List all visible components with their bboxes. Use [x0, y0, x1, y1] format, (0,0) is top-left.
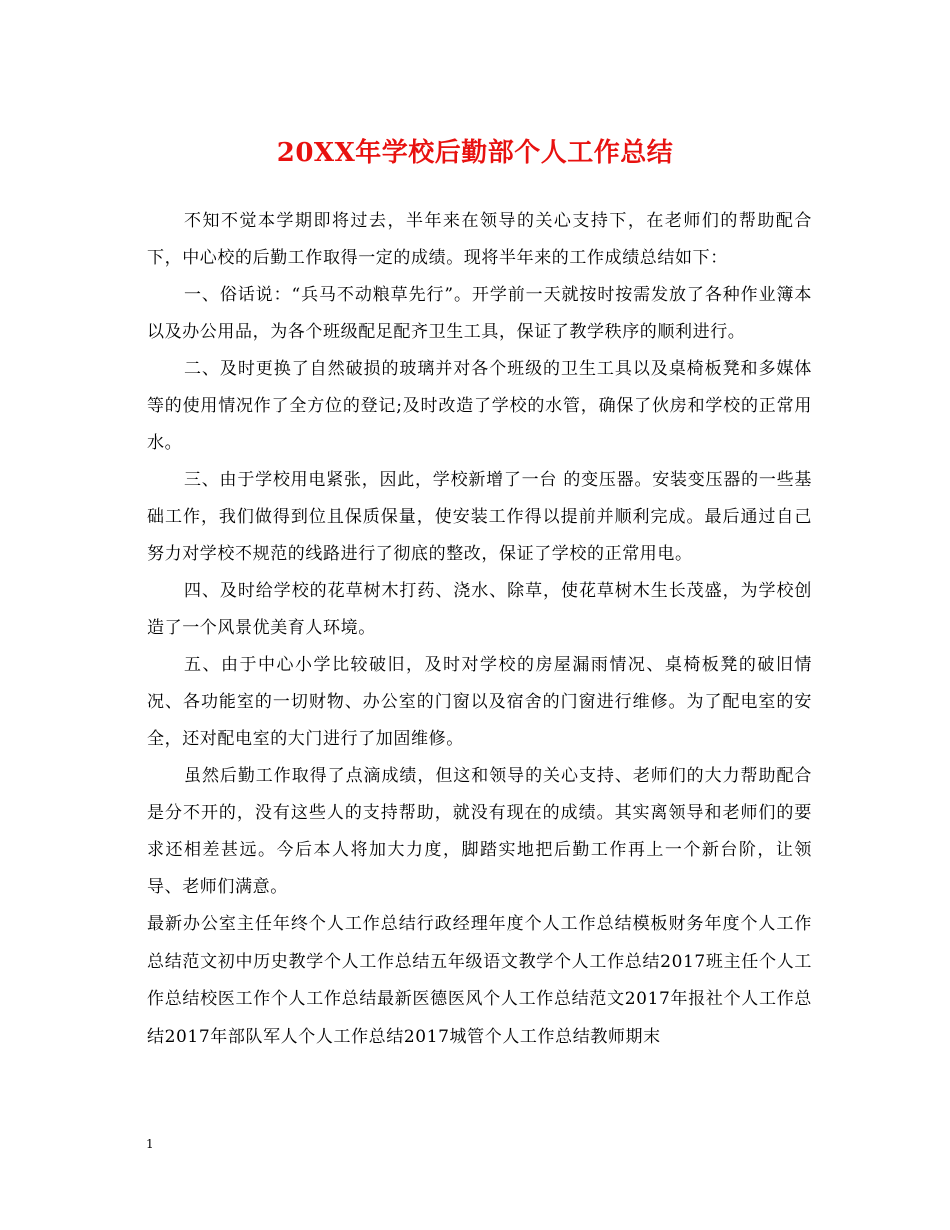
document-body	[147, 203, 812, 1056]
paragraph-item-1: 一、俗话说：“兵马不动粮草先行”。开学前一天就按时按需发放了各种作业簿本以及办公用品，为各个班级配足配齐卫生工具，保证了教学秩序的顺利进行。	[147, 285, 812, 342]
page-number: 1	[146, 1137, 154, 1151]
document-title: 20XX年学校后勤部个人工作总结	[276, 138, 674, 168]
paragraph-item-4: 四、及时给学校的花草树木打药、浇水、除草，使花草树木生长茂盛，为学校创造了一个风景优美育人环境。	[147, 581, 812, 638]
related-links-text: 最新办公室主任年终个人工作总结行政经理年度个人工作总结模板财务年度个人工作总结范文初中历史教学个人工作总结五年级语文教学个人工作总结2017班主任个人工作总结校医工作个人工作总结最新医德医风个人工作总结范文2017年报社个人工作总结2017年部队军人个人工作总结2017城管个人工作总结教师期末	[147, 914, 812, 1047]
paragraph-item-2: 二、及时更换了自然破损的玻璃并对各个班级的卫生工具以及桌椅板凳和多媒体等的使用情况作了全方位的登记;及时改造了学校的水管，确保了伙房和学校的正常用水。	[147, 359, 812, 453]
paragraph-item-3: 三、由于学校用电紧张，因此，学校新增了一台 的变压器。安装变压器的一些基础工作，我们做得到位且保质保量，使安装工作得以提前并顺利完成。最后通过自己努力对学校不规范的线路进行了彻底的整改，保证了学校的正常用电。	[147, 470, 812, 564]
paragraph-conclusion: 虽然后勤工作取得了点滴成绩，但这和领导的关心支持、老师们的大力帮助配合是分不开的，没有这些人的支持帮助，就没有现在的成绩。其实离领导和老师们的要求还相差甚远。今后本人将加大力度，脚踏实地把后勤工作再上一个新台阶，让领导、老师们满意。	[147, 766, 812, 897]
paragraph-item-5: 五、由于中心小学比较破旧，及时对学校的房屋漏雨情况、桌椅板凳的破旧情况、各功能室的一切财物、办公室的门窗以及宿舍的门窗进行维修。为了配电室的安全，还对配电室的大门进行了加固维修。	[147, 655, 812, 749]
paragraph-intro: 不知不觉本学期即将过去，半年来在领导的关心支持下，在老师们的帮助配合下，中心校的后勤工作取得一定的成绩。现将半年来的工作成绩总结如下：	[147, 211, 812, 268]
